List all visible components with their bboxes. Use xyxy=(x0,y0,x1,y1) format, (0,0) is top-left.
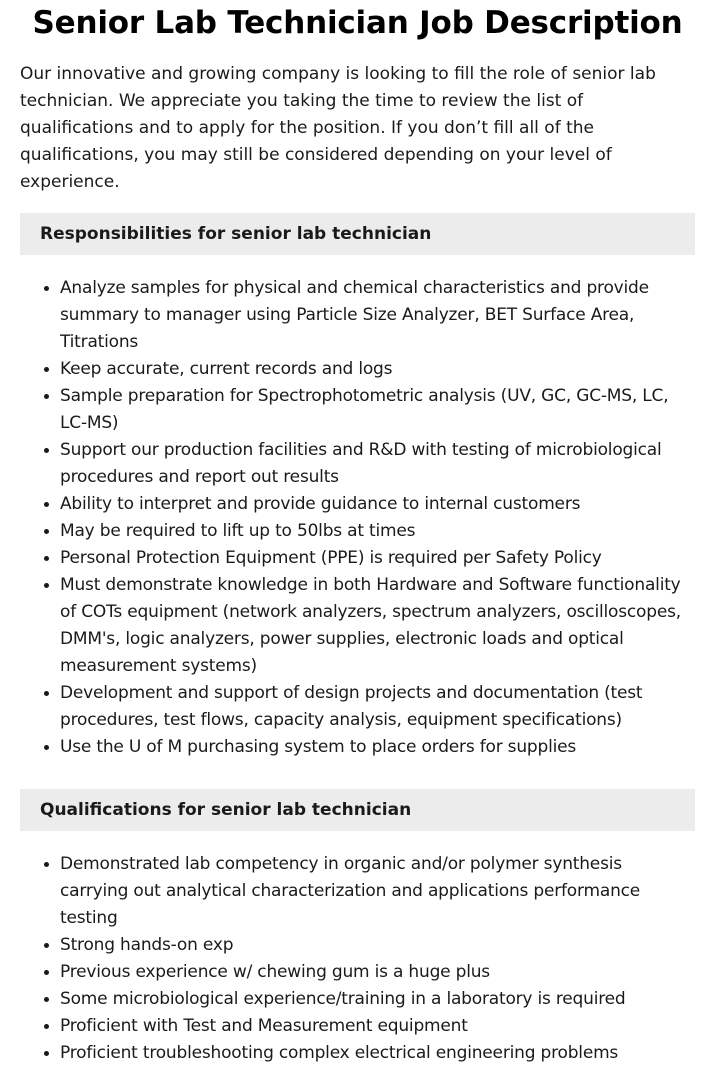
responsibilities-heading: Responsibilities for senior lab technician xyxy=(20,213,695,255)
list-item: • Proficient with Test and Measurement equipment xyxy=(60,1013,695,1040)
list-item: • Previous experience w/ chewing gum is a huge plus xyxy=(60,959,695,986)
list-item: • Some microbiological experience/training in a laboratory is required xyxy=(60,986,695,1013)
list-item: • Use the U of M purchasing system to place orders for supplies xyxy=(60,734,695,761)
list-item: • Must demonstrate knowledge in both Hardware and Software functionality of COTs equipment (network analyzers, spectrum analyzers, oscilloscopes, DMM's, logic analyzers, power supplies, electronic loads and optical measurement systems) xyxy=(60,572,695,680)
list-item: • Support our production facilities and R&D with testing of microbiological procedures and report out results xyxy=(60,437,695,491)
list-item: • Proficient troubleshooting complex electrical engineering problems xyxy=(60,1040,695,1067)
list-item: • Development and support of design projects and documentation (test procedures, test flows, capacity analysis, equipment specifications) xyxy=(60,680,695,734)
list-item: • Sample preparation for Spectrophotometric analysis (UV, GC, GC-MS, LC, LC-MS) xyxy=(60,383,695,437)
list-item: • Ability to interpret and provide guidance to internal customers xyxy=(60,491,695,518)
responsibilities-list xyxy=(20,275,695,761)
list-item: • Strong hands-on exp xyxy=(60,932,695,959)
job-description-page xyxy=(20,0,695,1067)
list-item: • Analyze samples for physical and chemical characteristics and provide summary to manager using Particle Size Analyzer, BET Surface Area, Titrations xyxy=(60,275,695,356)
page-title: Senior Lab Technician Job Description xyxy=(32,5,683,41)
list-item: • May be required to lift up to 50lbs at times xyxy=(60,518,695,545)
list-item: • Keep accurate, current records and logs xyxy=(60,356,695,383)
intro-paragraph: Our innovative and growing company is looking to fill the role of senior lab technician. We appreciate you taking the time to review the list of qualifications and to apply for the position. If you don’t fill all of the qualifications, you may still be considered depending on your level of experience. xyxy=(20,64,656,192)
list-item: • Demonstrated lab competency in organic and/or polymer synthesis carrying out analytical characterization and applications performance testing xyxy=(60,851,695,932)
list-item: • Personal Protection Equipment (PPE) is required per Safety Policy xyxy=(60,545,695,572)
qualifications-heading: Qualifications for senior lab technician xyxy=(20,789,695,831)
qualifications-list xyxy=(20,851,695,1067)
